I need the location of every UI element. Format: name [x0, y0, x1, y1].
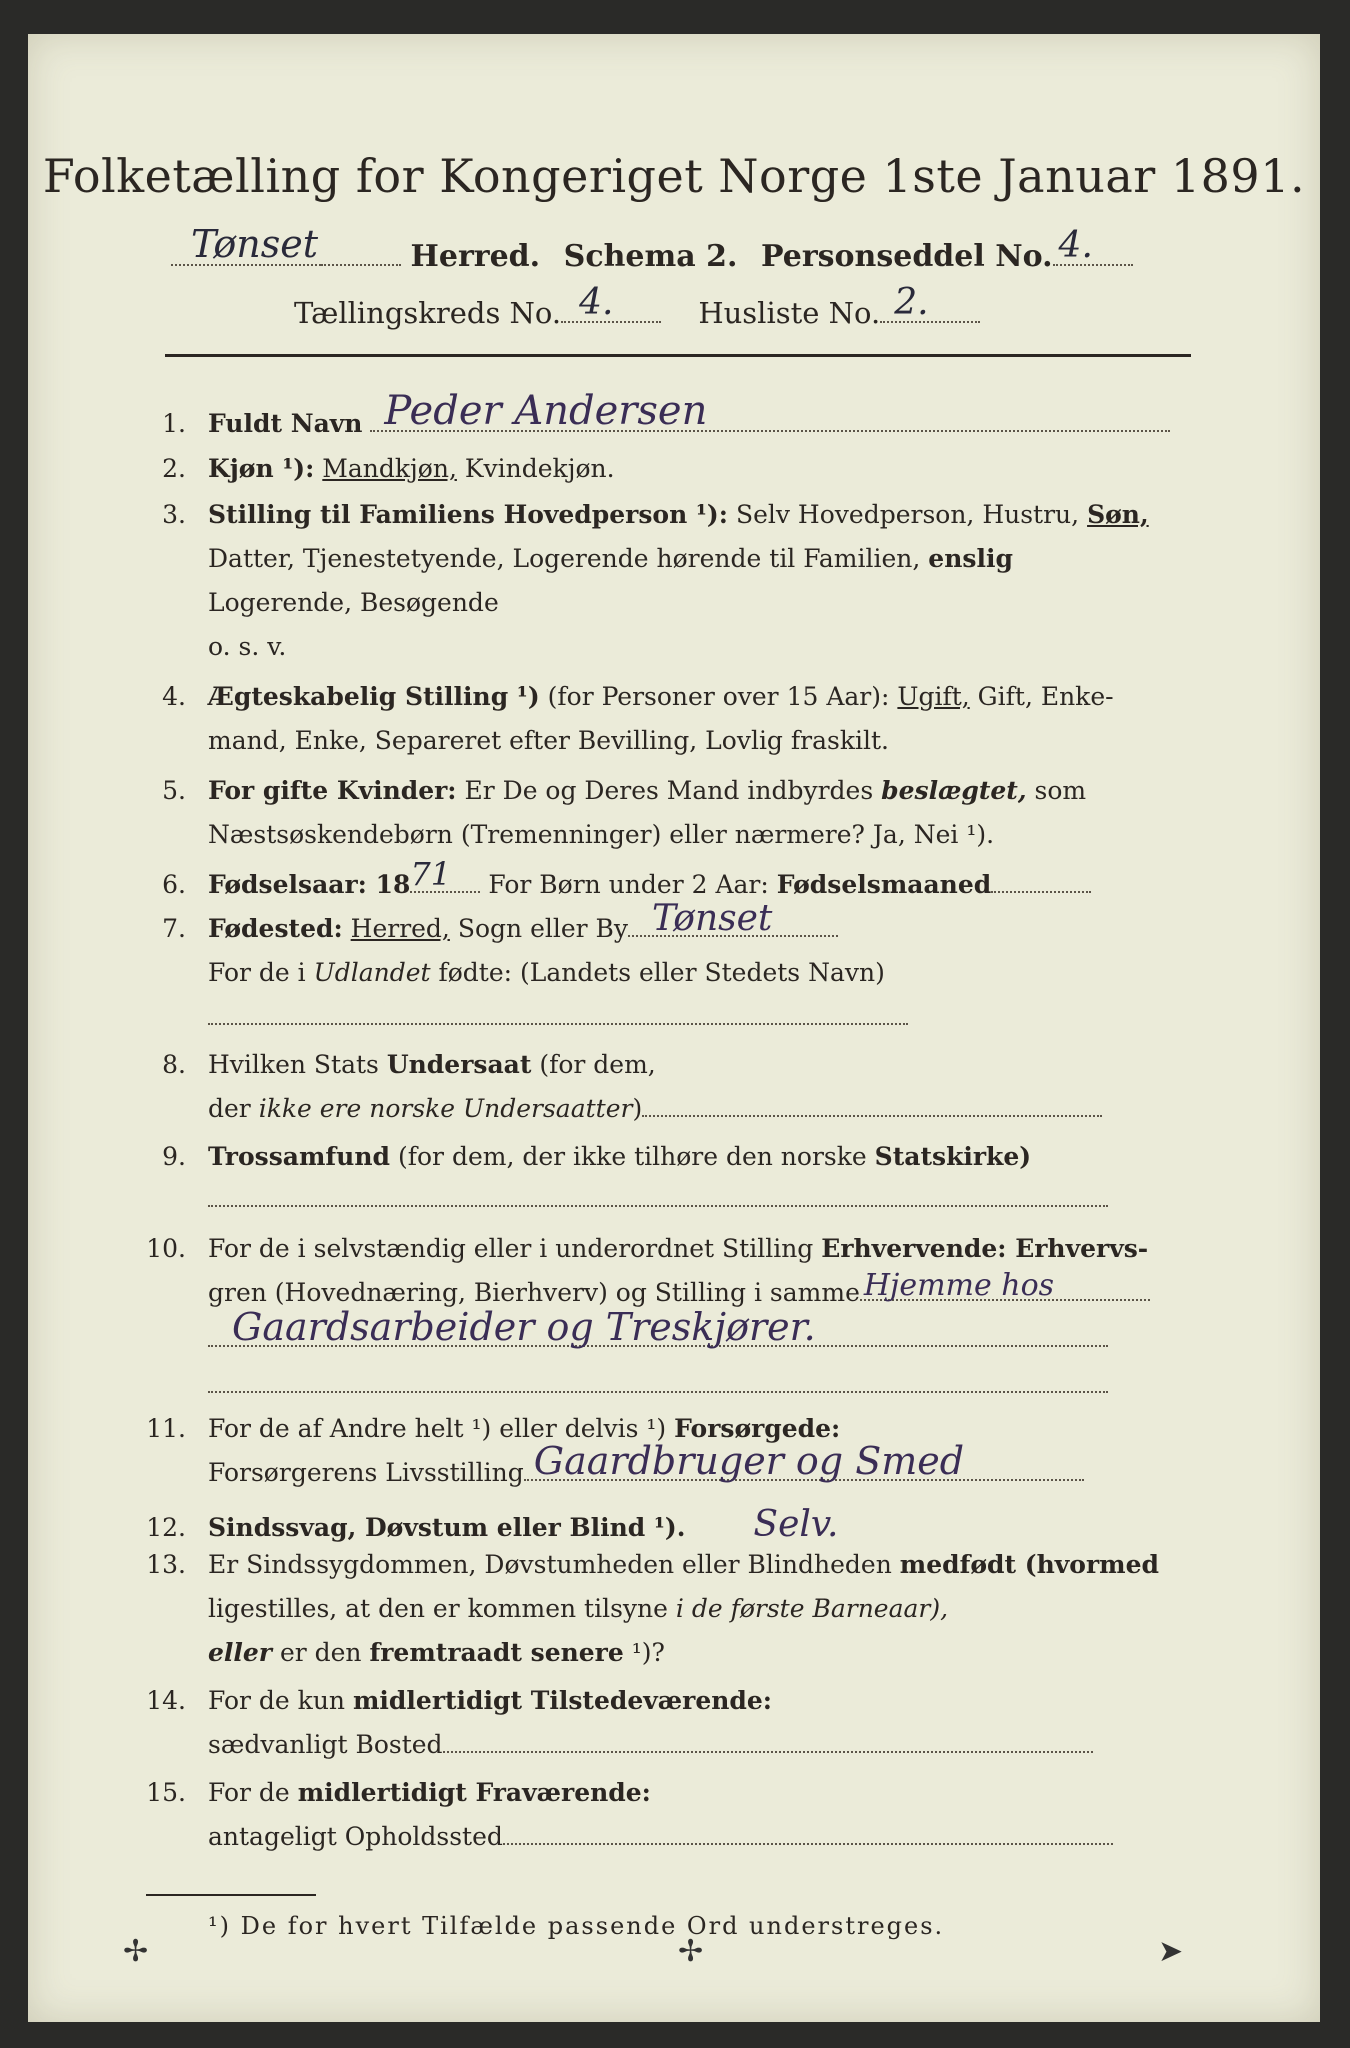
question-7-line-2: For de i Udlandet fødte: (Landets eller Stedets Navn): [208, 958, 885, 987]
question-9: 9. Trossamfund (for dem, der ikke tilhøre den norske Statskirke): [162, 1142, 1032, 1171]
question-11-line-2: Forsørgerens Livsstilling Gaardbruger og Smed: [208, 1458, 1084, 1487]
q1-label: Fuldt Navn: [208, 409, 363, 438]
question-11: 11. For de af Andre helt ¹) eller delvis ¹) Forsørgede:: [146, 1414, 841, 1443]
question-15: 15. For de midlertidigt Fraværende:: [146, 1778, 651, 1807]
q12-value: Selv.: [753, 1504, 839, 1545]
question-7: 7. Fødested: Herred, Sogn eller By Tønset: [138, 914, 838, 943]
question-10-line-3: [208, 1305, 1108, 1353]
q2-option-male: Mandkjøn,: [322, 454, 457, 483]
q3-option-son: Søn,: [1087, 500, 1149, 529]
question-14: 14. For de kun midlertidigt Tilstedeværende:: [146, 1686, 773, 1715]
question-3-line-3: Logerende, Besøgende: [208, 588, 499, 617]
footnote-divider: [146, 1894, 316, 1896]
kreds-label: Tællingskreds No.: [294, 296, 562, 330]
q10-occupation-value-2: Gaardsarbeider og Treskjører.: [232, 1305, 816, 1349]
q1-name-value: Peder Andersen: [384, 388, 708, 434]
q6-birth-year-value: 71: [410, 855, 452, 893]
husliste-value: 2.: [894, 282, 929, 323]
question-4-line-2: mand, Enke, Separeret efter Bevilling, Lovlig fraskilt.: [208, 726, 889, 755]
herred-field: [171, 222, 321, 266]
question-3-line-4: o. s. v.: [208, 632, 287, 661]
question-6: 6. Fødselsaar: 18 71 For Børn under 2 Aar: Fødselsmaaned: [138, 870, 1091, 899]
form-title: Folketælling for Kongeriget Norge 1ste Januar 1891.: [42, 149, 1306, 203]
registration-mark-center-icon: ✢: [678, 1934, 704, 1969]
q2-option-female: Kvindekjøn.: [464, 454, 615, 483]
question-13: 13. Er Sindssygdommen, Døvstumheden eller Blindheden medfødt (hvormed: [146, 1550, 1159, 1579]
q7-birthplace-value: Tønset: [652, 898, 773, 939]
personseddel-label: Personseddel No.: [760, 239, 1053, 274]
question-9-blank-line: [208, 1184, 1108, 1213]
q7-option-herred: Herred,: [350, 914, 450, 943]
herred-value: Tønset: [191, 222, 319, 266]
question-2: 2. Kjøn ¹): Mandkjøn, Kvindekjøn.: [162, 454, 615, 483]
question-8-line-2: der ikke ere norske Undersaatter): [208, 1094, 1102, 1123]
personseddel-value: 4.: [1058, 225, 1093, 266]
q11-provider-occupation-value: Gaardbruger og Smed: [533, 1439, 965, 1483]
header-row-herred: [171, 222, 1133, 274]
q4-option-unmarried: Ugift,: [897, 682, 970, 711]
question-15-line-2: antageligt Opholdssted: [208, 1822, 1113, 1851]
registration-mark-right-icon: ➤: [1158, 1934, 1184, 1969]
q10-occupation-value-1: Hjemme hos: [863, 1268, 1055, 1303]
question-12: 12. Sindssvag, Døvstum eller Blind ¹). Selv.: [146, 1504, 839, 1545]
question-1: 1. Fuldt Navn Peder Andersen: [138, 409, 1170, 438]
question-13-line-3: eller er den fremtraadt senere ¹)?: [208, 1638, 665, 1667]
husliste-label: Husliste No.: [698, 296, 881, 330]
census-form-sheet: [28, 34, 1320, 2022]
question-3-line-2: Datter, Tjenestetyende, Logerende hørende til Familien, enslig: [208, 544, 1013, 573]
question-10: 10. For de i selvstændig eller i underordnet Stilling Erhvervende: Erhvervs-: [146, 1234, 1149, 1263]
question-8: 8. Hvilken Stats Undersaat (for dem,: [162, 1050, 656, 1079]
herred-label: Herred.: [410, 239, 541, 274]
question-14-line-2: sædvanligt Bosted: [208, 1730, 1093, 1759]
question-5-line-2: Næstsøskendebørn (Tremenninger) eller nærmere? Ja, Nei ¹).: [208, 820, 995, 849]
header-divider: [165, 354, 1191, 357]
question-10-blank-line: [208, 1370, 1108, 1399]
header-row-kreds: [294, 282, 980, 330]
footnote: ¹) De for hvert Tilfælde passende Ord understreges.: [208, 1912, 945, 1940]
question-4: 4. Ægteskabelig Stilling ¹) (for Personer over 15 Aar): Ugift, Gift, Enke-: [162, 682, 1114, 711]
question-13-line-2: ligestilles, at den er kommen tilsyne i de første Barneaar),: [208, 1594, 949, 1623]
schema-label: Schema 2.: [563, 239, 738, 274]
question-3: 3. Stilling til Familiens Hovedperson ¹): Selv Hovedperson, Hustru, Søn,: [162, 500, 1149, 529]
question-7-blank-line: [208, 1002, 908, 1031]
registration-mark-left-icon: ✢: [123, 1934, 149, 1969]
question-5: 5. For gifte Kvinder: Er De og Deres Mand indbyrdes beslægtet, som: [162, 776, 1087, 805]
kreds-value: 4.: [579, 282, 614, 323]
question-10-line-2: gren (Hovednæring, Bierhverv) og Stilling i samme Hjemme hos: [208, 1278, 1150, 1307]
